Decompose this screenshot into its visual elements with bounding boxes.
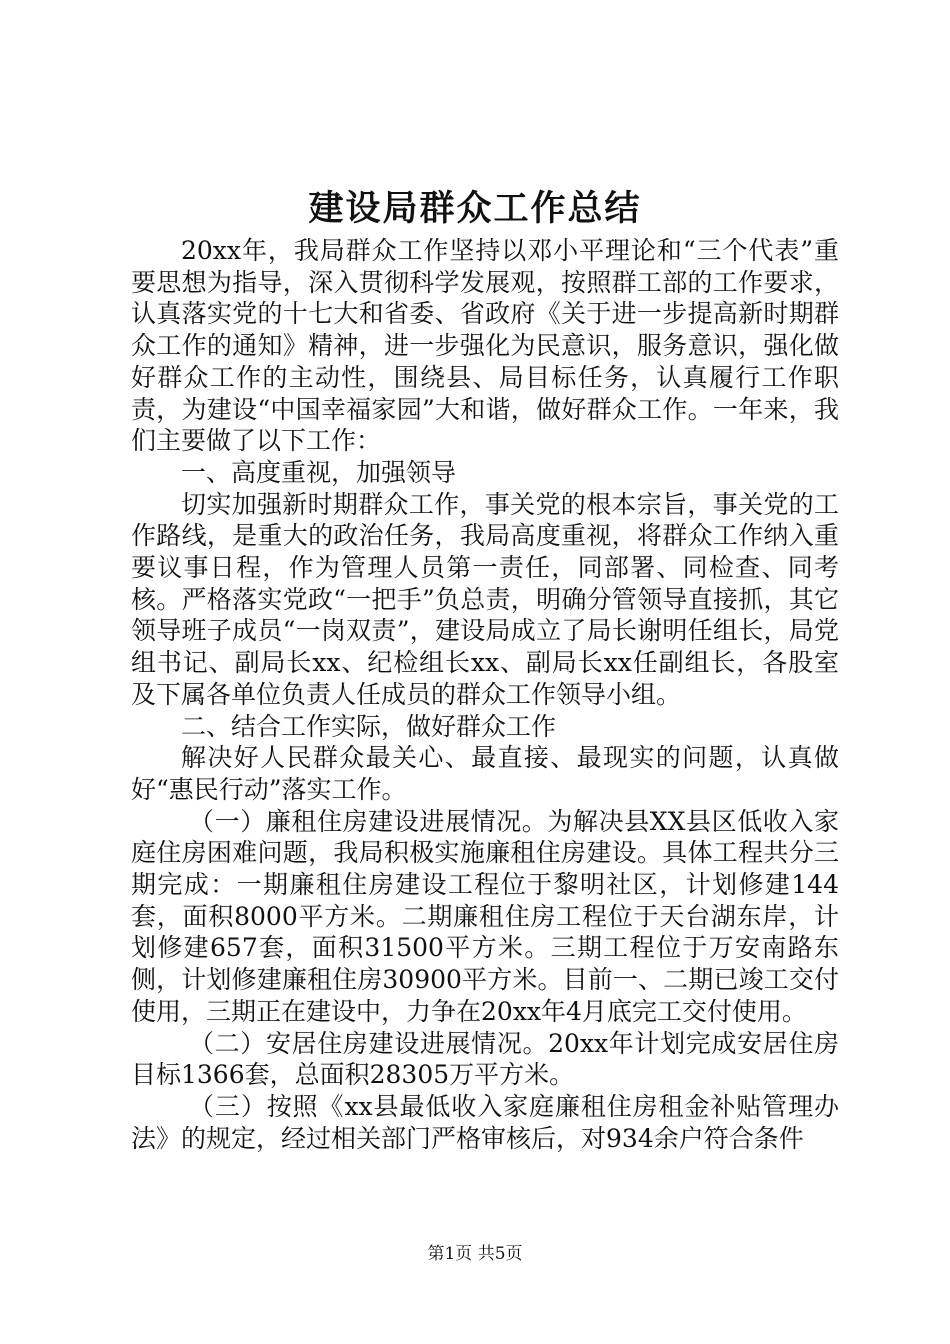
document-body (131, 235, 839, 1154)
subsection-3-paragraph: （三）按照《xx县最低收入家庭廉租住房租金补贴管理办法》的规定，经过相关部门严格审核后，对934余户符合条件 (131, 1091, 839, 1153)
section-1-paragraph: 切实加强新时期群众工作，事关党的根本宗旨，事关党的工作路线，是重大的政治任务，我局高度重视，将群众工作纳入重要议事日程，作为管理人员第一责任，同部署、同检查、同考核。严格落实党政“一把手”负总责，明确分管领导直接抓，其它领导班子成员“一岗双责”，建设局成立了局长谢明任组长，局党组书记、副局长xx、纪检组长xx、副局长xx任副组长，各股室及下属各单位负责人任成员的群众工作领导小组。 (131, 489, 839, 709)
section-heading-1: 一、高度重视，加强领导 (181, 457, 457, 487)
page-footer: 第1页 共5页 (427, 1244, 523, 1264)
subsection-1-paragraph: （一）廉租住房建设进展情况。为解决县XX县区低收入家庭住房困难问题，我局积极实施廉租住房建设。具体工程共分三期完成：一期廉租住房建设工程位于黎明社区，计划修建144套，面积8000平方米。二期廉租住房工程位于天台湖东岸，计划修建657套，面积31500平方米。三期工程位于万安南路东侧，计划修建廉租住房30900平方米。目前一、二期已竣工交付使用，三期正在建设中，力争在20xx年4月底完工交付使用。 (131, 806, 839, 1026)
section-heading-2: 二、结合工作实际，做好群众工作 (181, 711, 557, 741)
subsection-2-paragraph: （二）安居住房建设进展情况。20xx年计划完成安居住房目标1366套，总面积28305万平方米。 (131, 1028, 839, 1090)
page-title: 建设局群众工作总结 (308, 188, 642, 229)
intro-paragraph: 20xx年，我局群众工作坚持以邓小平理论和“三个代表”重要思想为指导，深入贯彻科学发展观，按照群工部的工作要求，认真落实党的十七大和省委、省政府《关于进一步提高新时期群众工作的通知》精神，进一步强化为民意识，服务意识，强化做好群众工作的主动性，围绕县、局目标任务，认真履行工作职责，为建设“中国幸福家园”大和谐，做好群众工作。一年来，我们主要做了以下工作： (131, 236, 839, 456)
section-2-paragraph: 解决好人民群众最关心、最直接、最现实的问题，认真做好“惠民行动”落实工作。 (131, 743, 839, 804)
